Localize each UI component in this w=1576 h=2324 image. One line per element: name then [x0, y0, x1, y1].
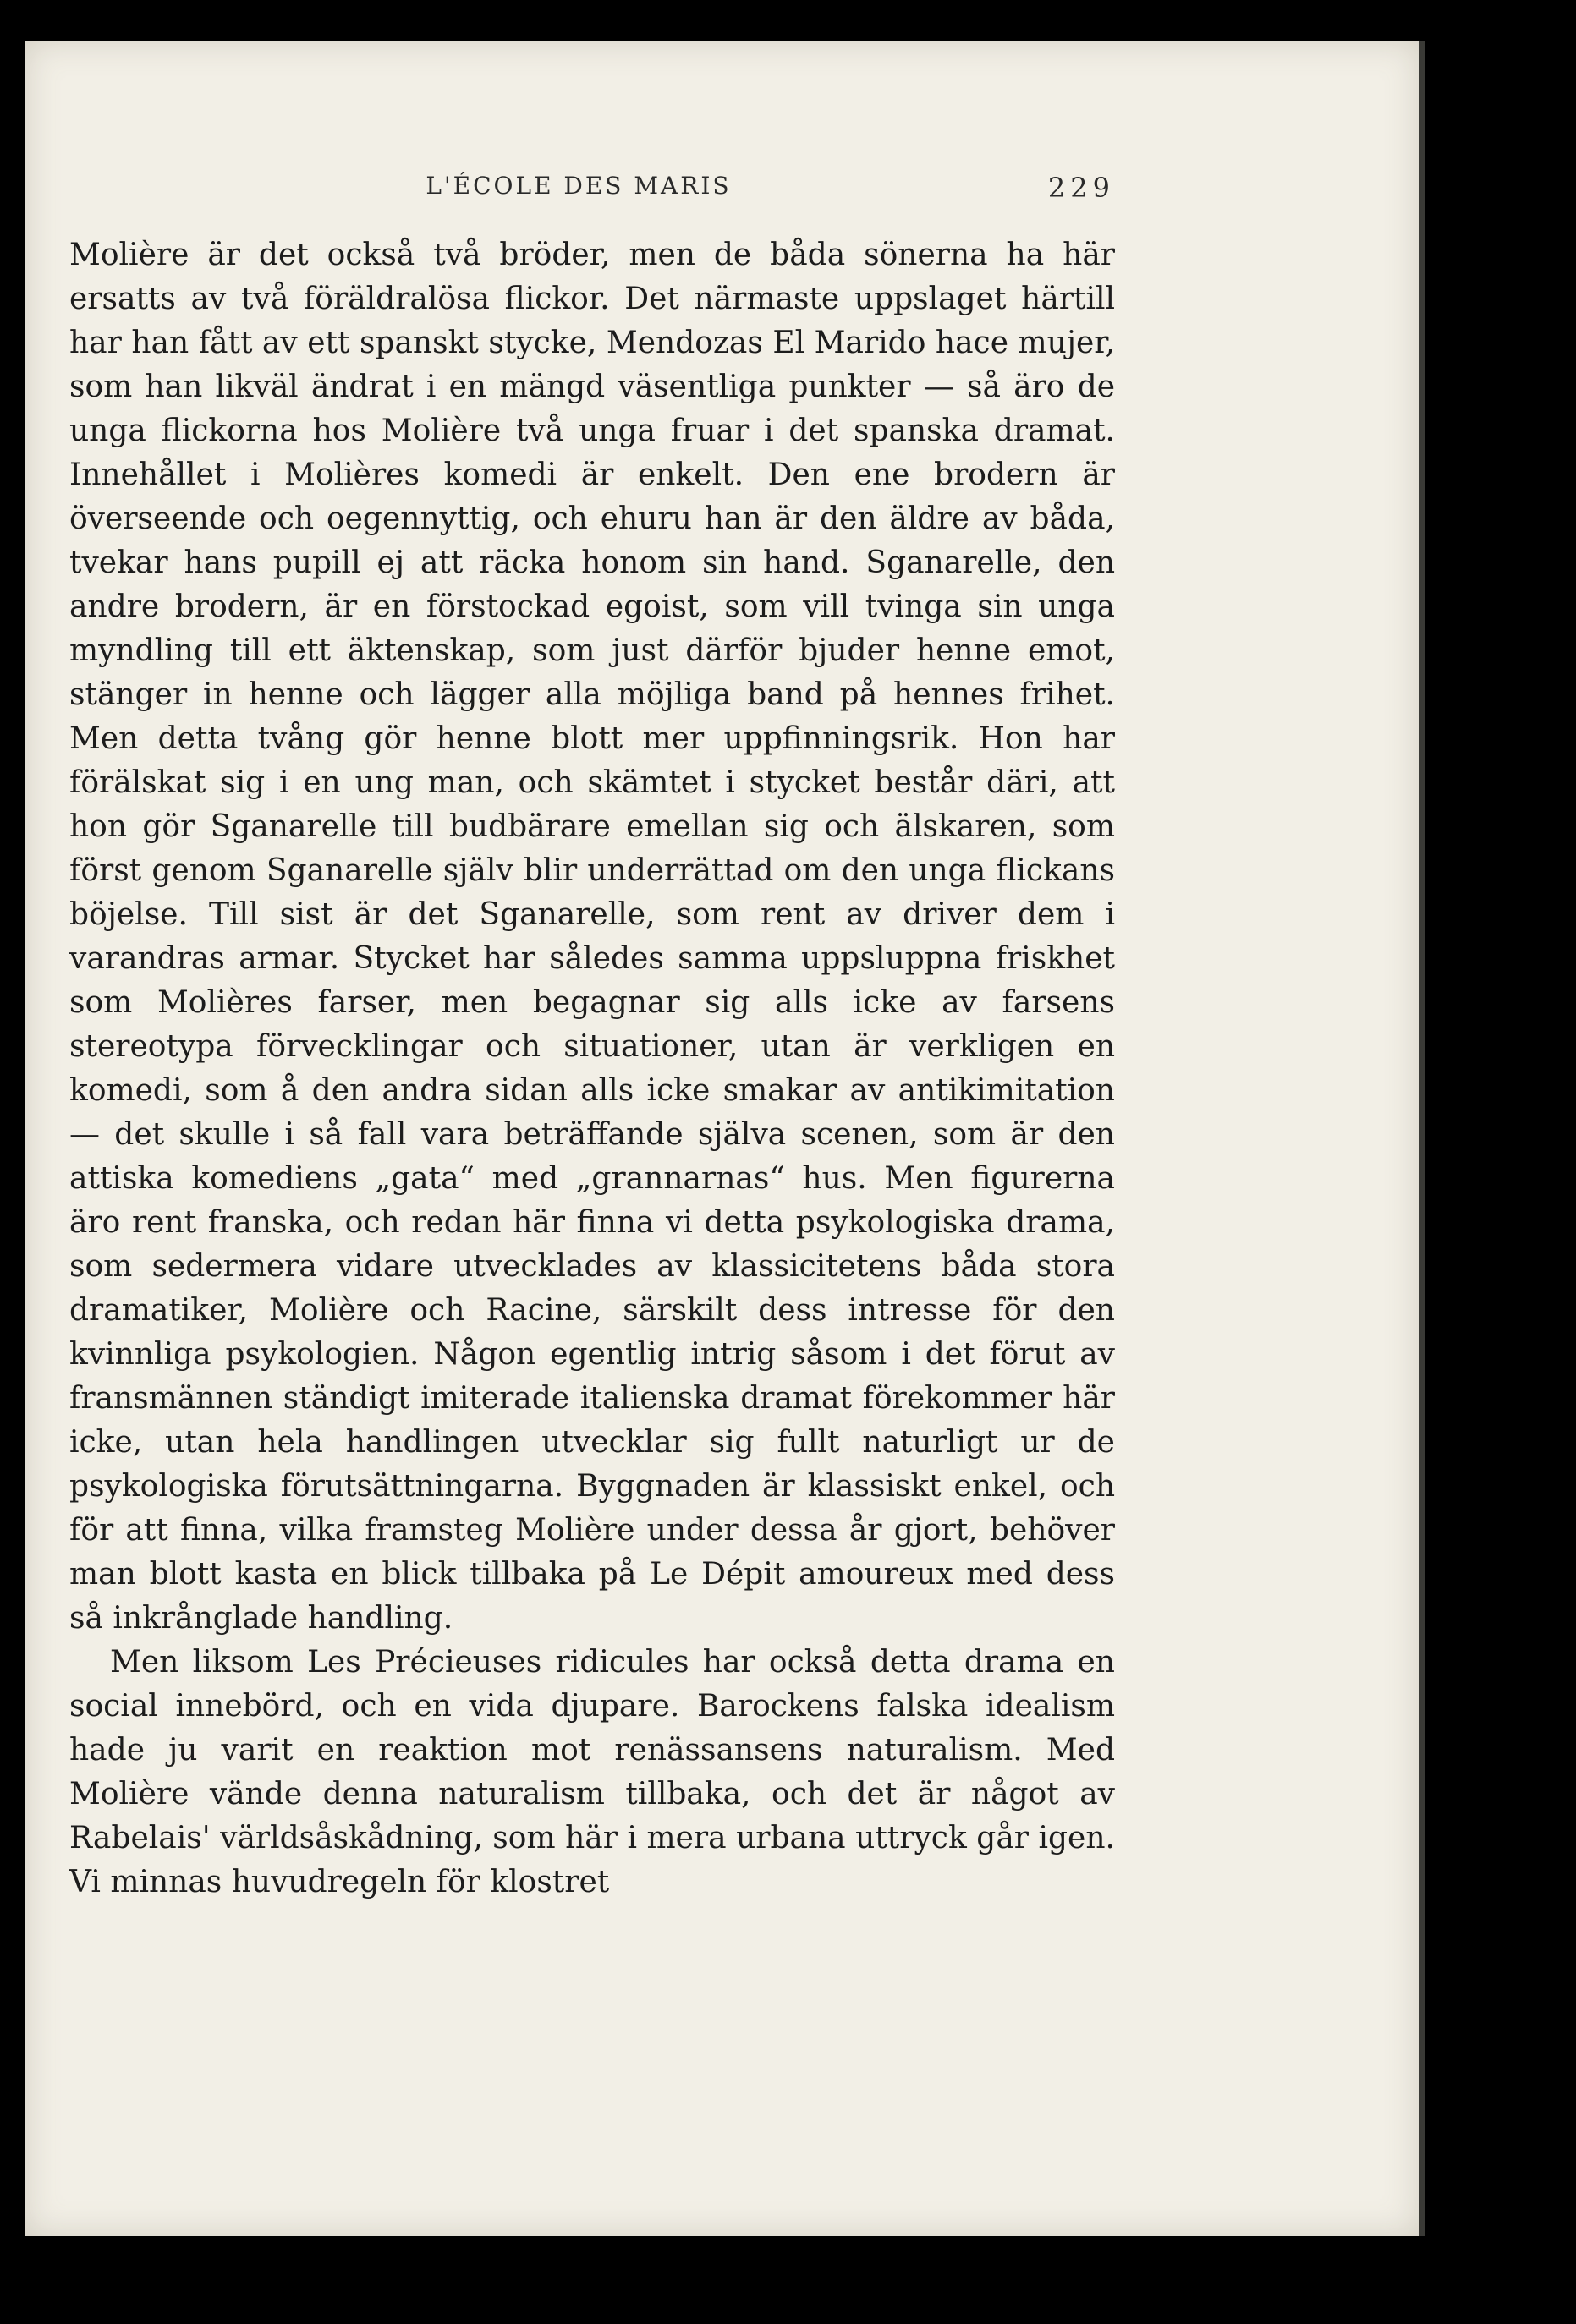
page-number: 229	[1047, 172, 1115, 204]
running-title: L'ÉCOLE DES MARIS	[426, 172, 732, 200]
page-edge	[1419, 41, 1425, 2236]
body-text	[69, 233, 1115, 1905]
paragraph-2: Men liksom Les Précieuses ridicules har också detta drama en social innebörd, och en vida djupare. Barockens falska idealism hade ju varit en reaktion mot renässansens naturalism. Med Molière vände denna naturalism tillbaka, och det är något av Rabelais' världsåskådning, som här i mera urbana uttryck går igen. Vi minnas huvudregeln för klostret	[69, 1645, 1115, 1899]
paragraph-1: Molière är det också två bröder, men de båda sönerna ha här ersatts av två föräldralösa flickor. Det närmaste uppslaget härtill har han fått av ett spanskt stycke, Mendozas El Marido hace mujer, som han likväl ändrat i en mängd väsentliga punkter — så äro de unga flickorna hos Molière två unga fruar i det spanska dramat. Innehållet i Molières komedi är enkelt. Den ene brodern är överseende och oegennyttig, och ehuru han är den äldre av båda, tvekar hans pupill ej att räcka honom sin hand. Sganarelle, den andre brodern, är en förstockad egoist, som vill tvinga sin unga myndling till ett äktenskap, som just därför bjuder henne emot, stänger in henne och lägger alla möjliga band på hennes frihet. Men detta tvång gör henne blott mer uppfinningsrik. Hon har förälskat sig i en ung man, och skämtet i stycket består däri, att hon gör Sganarelle till budbärare emellan sig och älskaren, som först genom Sganarelle själv blir underrättad om den unga flickans böjelse. Till sist är det Sganarelle, som rent av driver dem i varandras armar. Stycket har således samma uppsluppna friskhet som Molières farser, men begagnar sig alls icke av farsens stereotypa förvecklingar och situationer, utan är verkligen en komedi, som å den andra sidan alls icke smakar av antikimitation — det skulle i så fall vara beträffande själva scenen, som är den attiska komediens „gata“ med „grannarnas“ hus. Men figurerna äro rent franska, och redan här finna vi detta psykologiska drama, som sedermera vidare utvecklades av klassicitetens båda stora dramatiker, Molière och Racine, särskilt dess intresse för den kvinnliga psykologien. Någon egentlig intrig såsom i det förut av fransmännen ständigt imiterade italienska dramat förekommer här icke, utan hela handlingen utvecklar sig fullt naturligt ur de psykologiska förutsättningarna. Byggnaden är klassiskt enkel, och för att finna, vilka framsteg Molière under dessa år gjort, behöver man blott kasta en blick tillbaka på Le Dépit amoureux med dess så inkrånglade handling.	[69, 238, 1115, 1636]
running-head	[42, 172, 1115, 214]
